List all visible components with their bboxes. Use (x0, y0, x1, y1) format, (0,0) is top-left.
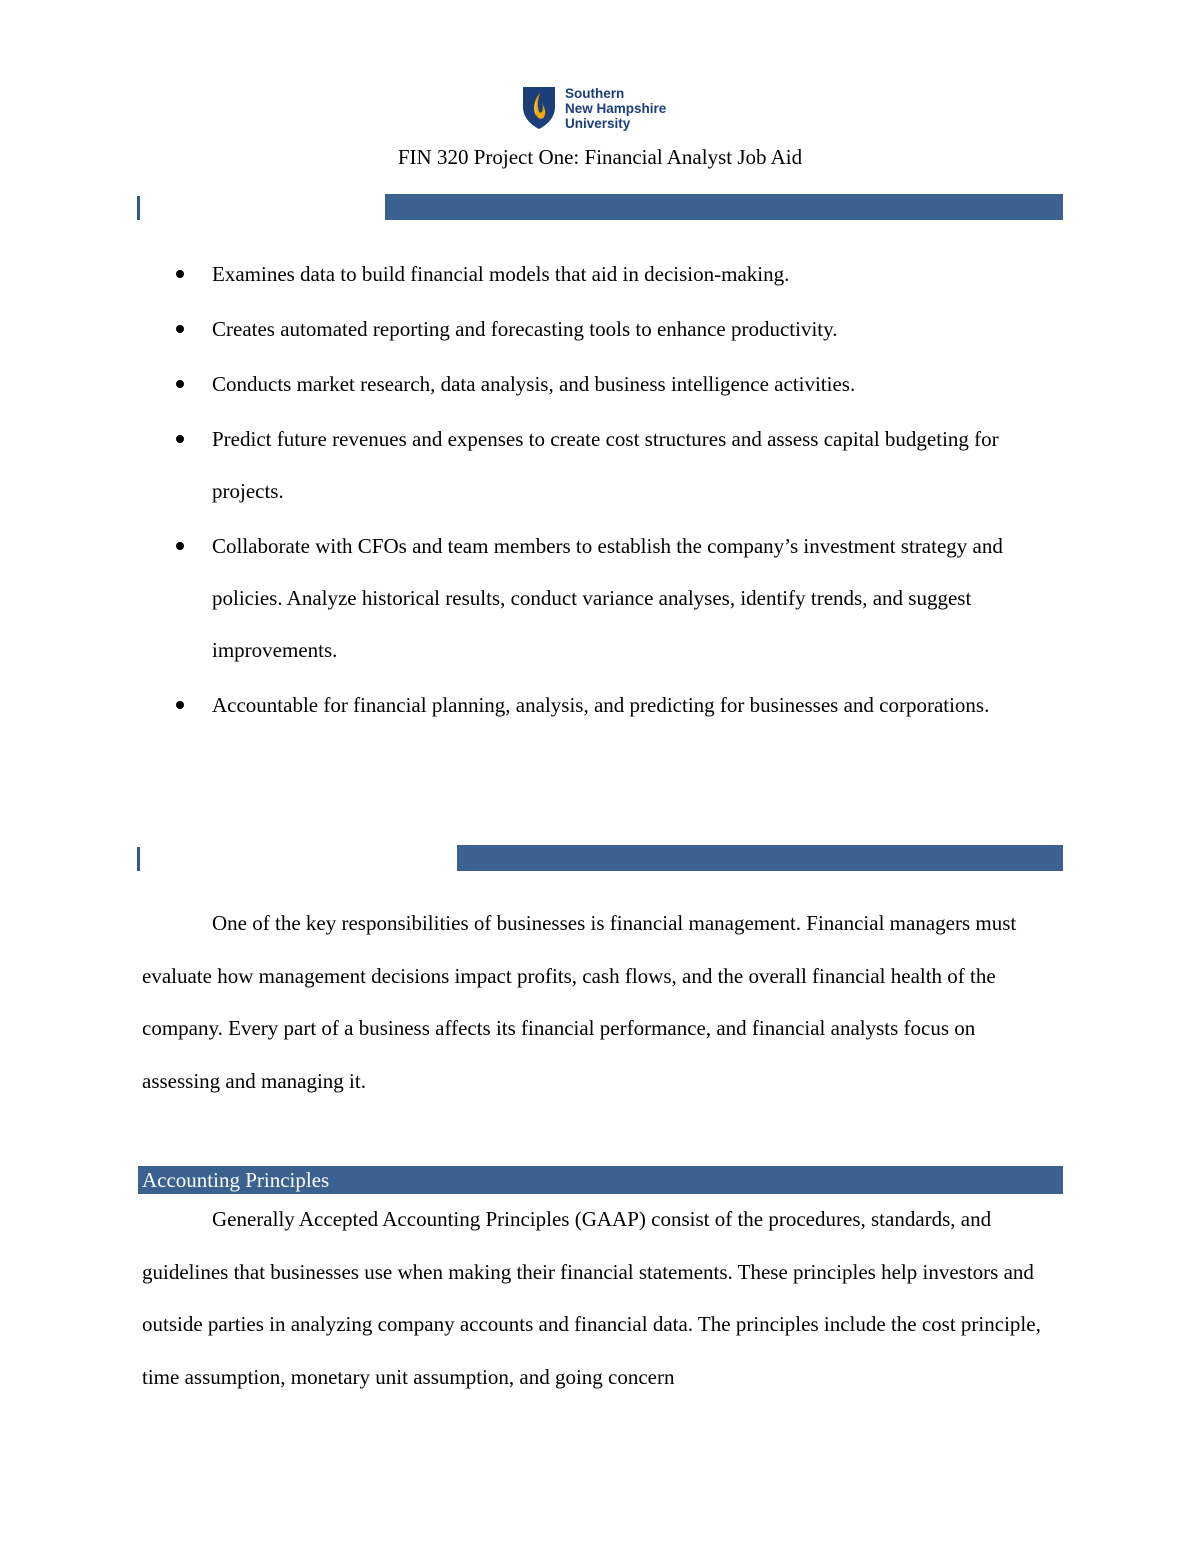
management-paragraph: One of the key responsibilities of businesses is financial management. Financial managers must evaluate how management decisions impact profits, cash flows, and the overall financial health of the company. Every part of a business affects its financial performance, and financial analysts focus on assessing and managing it. (142, 911, 1017, 1093)
responsibilities-list (170, 248, 1050, 734)
list-item: Predict future revenues and expenses to create cost structures and assess capital budgeting for projects. (170, 413, 1050, 517)
list-item: Creates automated reporting and forecasting tools to enhance productivity. (170, 303, 1050, 355)
list-item: Collaborate with CFOs and team members to establish the company’s investment strategy and policies. Analyze historical results, conduct variance analyses, identify trends, and suggest improvements. (170, 520, 1050, 676)
list-item: Examines data to build financial models that aid in decision-making. (170, 248, 1050, 300)
accounting-paragraph: Generally Accepted Accounting Principles (GAAP) consist of the procedures, standards, and guidelines that businesses use when making their financial statements. These principles help investors and outside parties in analyzing company accounts and financial data. The principles include the cost principle, time assumption, monetary unit assumption, and going concern (142, 1207, 1041, 1389)
logo-line-2: New Hampshire (565, 100, 667, 116)
flame-shield-icon (521, 85, 557, 131)
list-item: Accountable for financial planning, analysis, and predicting for businesses and corporations. (170, 679, 1050, 731)
document-title: FIN 320 Project One: Financial Analyst Job Aid (397, 145, 803, 169)
section-role-heading-bar (385, 194, 1063, 220)
logo-line-3: University (565, 115, 631, 131)
accounting-principles-heading: Accounting Principles (138, 1166, 1063, 1194)
section-management-heading-bar (457, 845, 1063, 871)
logo-wordmark (565, 86, 666, 131)
logo-line-1: Southern (565, 85, 625, 101)
section-management-heading-marker (137, 847, 140, 871)
university-logo (521, 85, 666, 131)
section-role-heading-marker (137, 196, 140, 220)
list-item: Conducts market research, data analysis, and business intelligence activities. (170, 358, 1050, 410)
